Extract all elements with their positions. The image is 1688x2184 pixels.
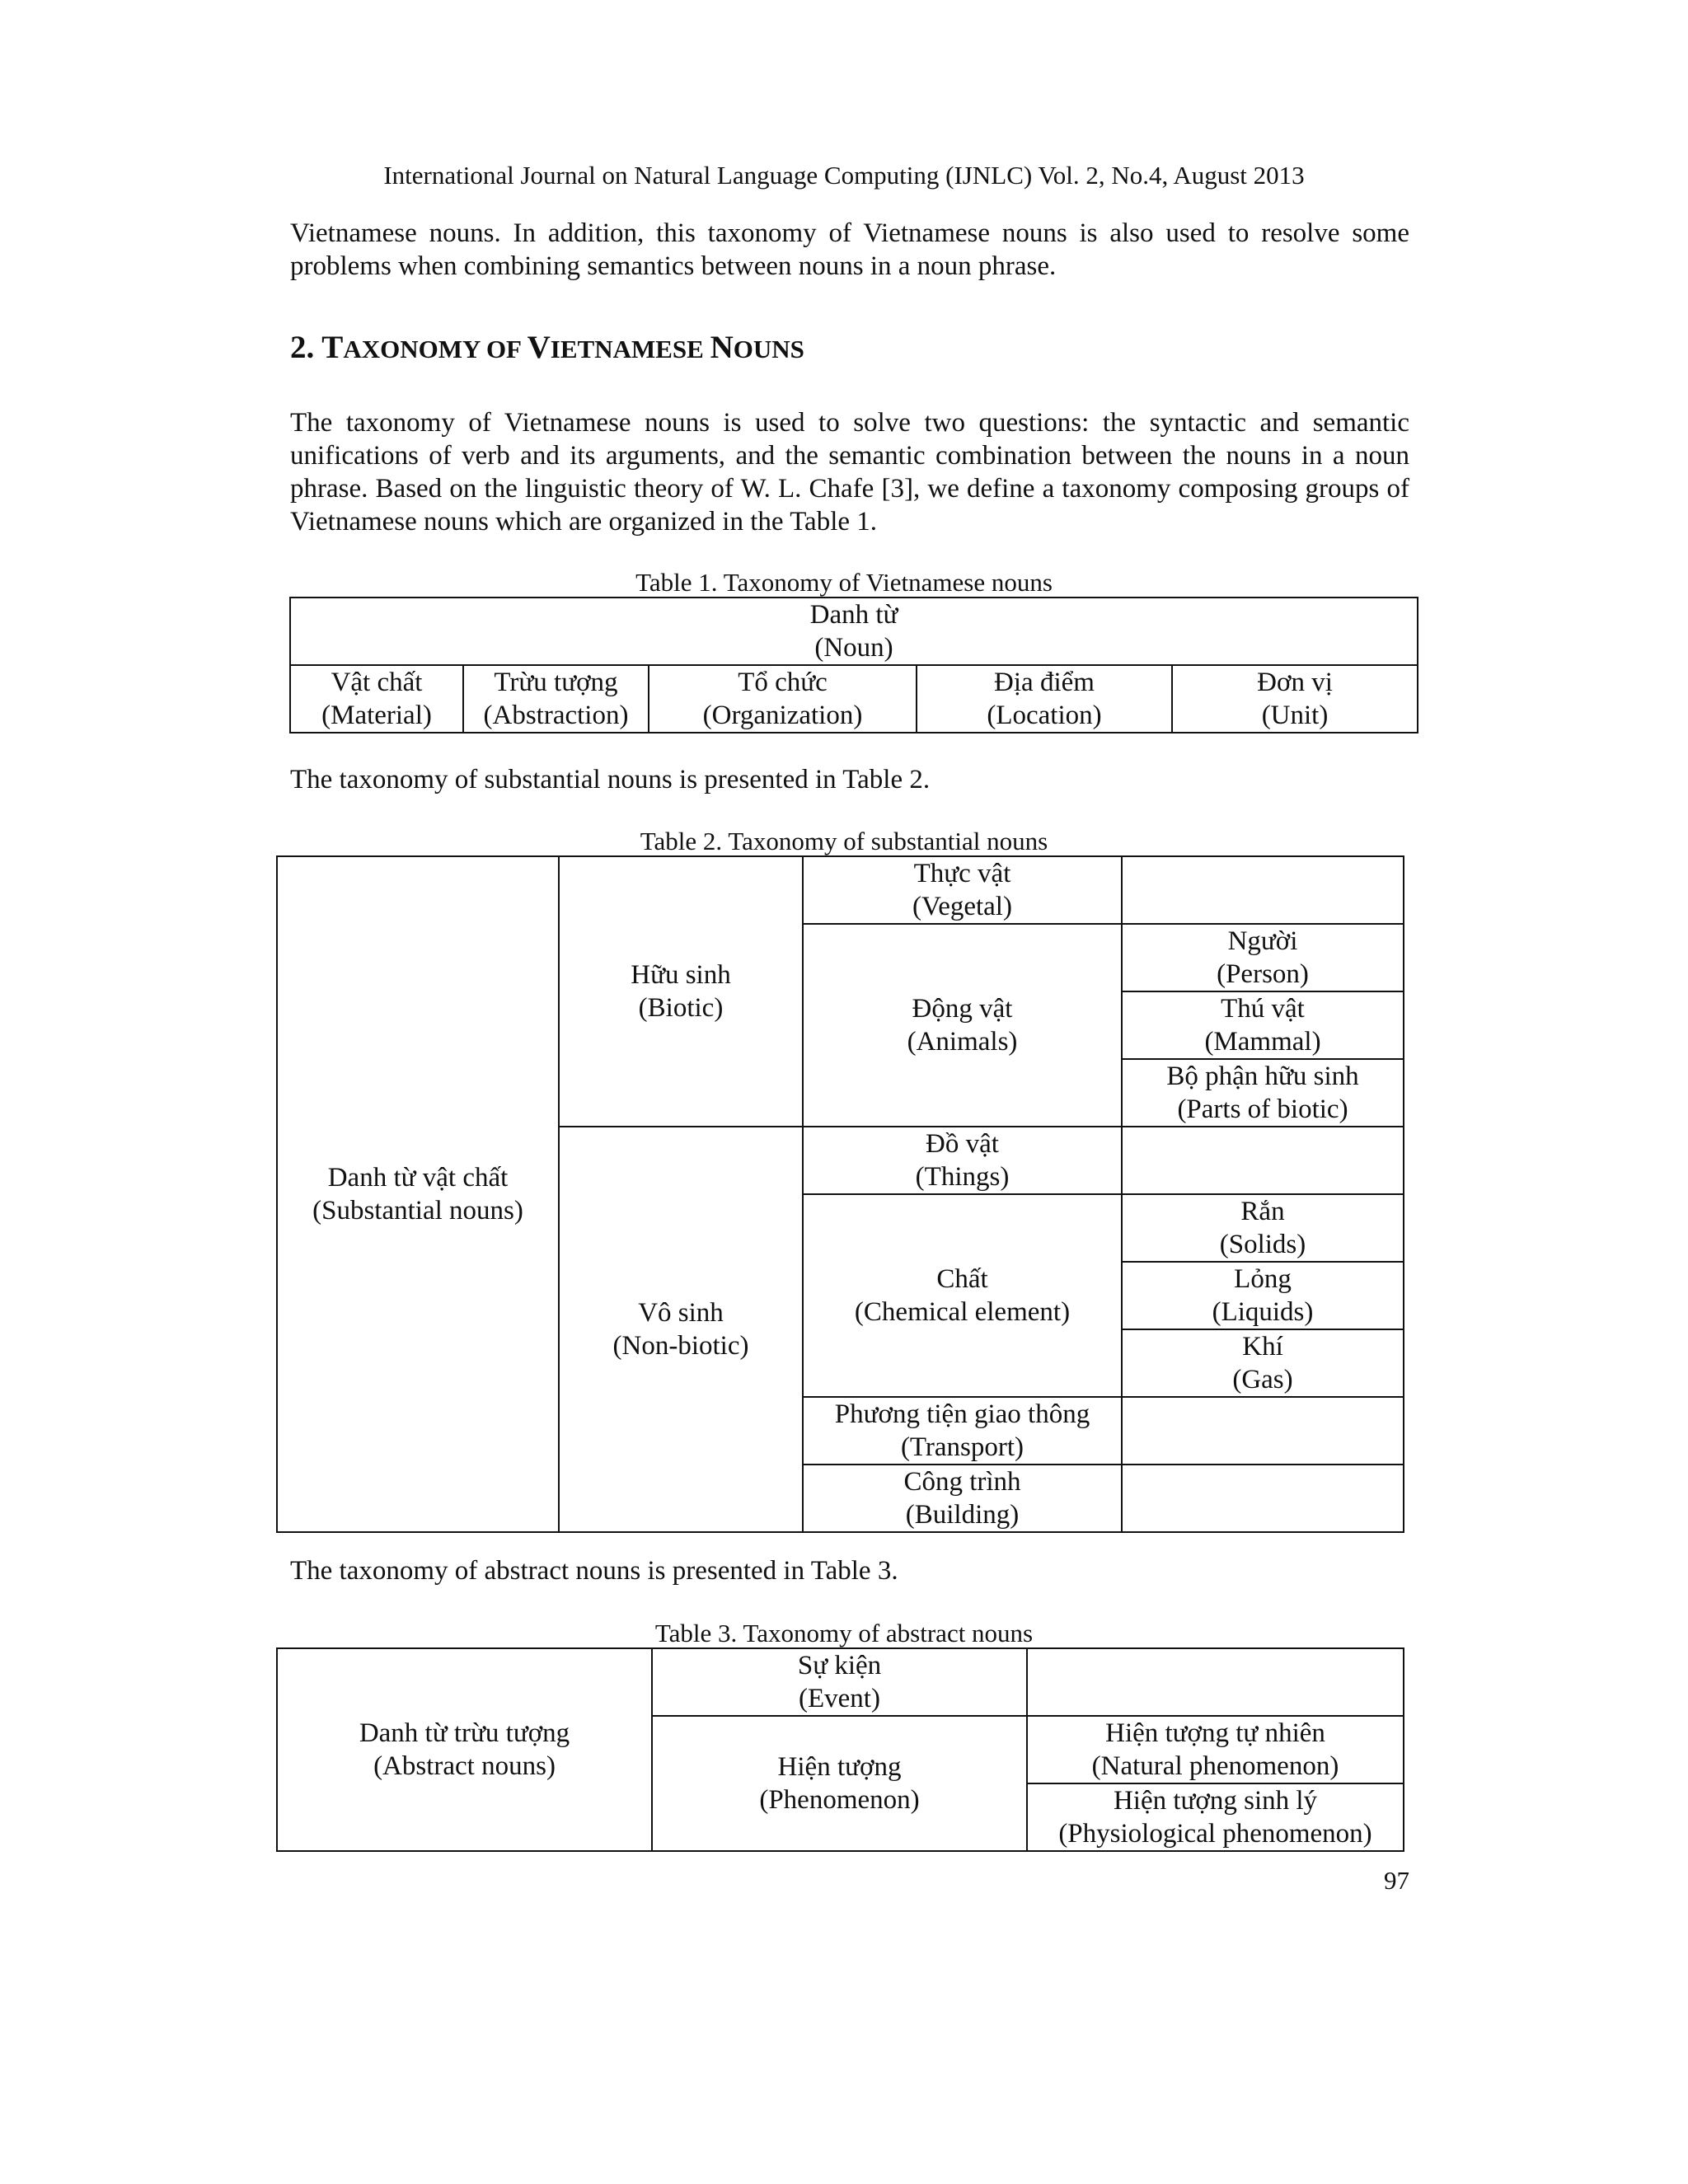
cell-en: (Phenomenon) [759,1785,920,1815]
table3-physiological-cell [1027,1783,1404,1851]
section-title-part: IETNAMESE [550,335,710,363]
table2-biotic-cell [559,856,803,1127]
cell-vi: Bộ phận hữu sinh [1166,1062,1359,1091]
table2-animals-cell [803,924,1122,1127]
cell-en: (Abstract nouns) [373,1751,556,1781]
cell-vi: Trừu tượng [494,668,618,697]
cell-en: (Unit) [1261,701,1329,730]
table2-empty-cell [1122,1465,1404,1532]
table2-transport-cell [803,1397,1122,1465]
cell-vi: Hiện tượng [777,1752,902,1782]
table1-cell-material [290,665,463,733]
table2-caption: Table 2. Taxonomy of substantial nouns [640,827,1048,855]
table1-cell-organization [649,665,917,733]
table1-cell-abstraction [463,665,649,733]
table1-cell-location [917,665,1172,733]
cell-en: (Gas) [1232,1365,1293,1394]
cell-vi: Danh từ vật chất [327,1163,509,1193]
cell-vi: Sự kiện [797,1651,882,1680]
table2-building-cell [803,1465,1122,1532]
cell-vi: Chất [936,1264,988,1294]
table3-intro: The taxonomy of abstract nouns is presented in Table 3. [290,1556,898,1586]
section-number: 2. [290,330,322,365]
table3-natural-cell [1027,1716,1404,1783]
cell-en: (Chemical element) [854,1297,1071,1327]
cell-en: (Natural phenomenon) [1091,1751,1339,1781]
cell-vi: Động vật [912,994,1013,1024]
cell-en: (Things) [915,1162,1010,1192]
table2-empty-cell [1122,1397,1404,1465]
cell-vi: Công trình [903,1467,1021,1497]
table2-solids-cell [1122,1194,1404,1262]
cell-vi: Tổ chức [738,668,828,697]
table3-empty-cell [1027,1648,1404,1716]
table2-person-cell [1122,924,1404,991]
section-title-part: OUNS [733,335,804,363]
table2-nonbiotic-cell [559,1127,803,1532]
cell-en: (Solids) [1219,1230,1306,1259]
table2-vegetal-cell [803,856,1122,924]
cell-vi: Vô sinh [638,1298,724,1328]
cell-vi: Thực vật [913,859,1011,888]
table1 [289,597,1418,733]
cell-en: (Organization) [702,701,863,730]
table2-mammal-cell [1122,991,1404,1059]
cell-en: (Abstraction) [483,701,629,730]
cell-vi: Đồ vật [926,1129,999,1159]
table2-empty-cell [1122,856,1404,924]
cell-en: (Building) [905,1500,1020,1530]
cell-vi: Người [1227,926,1298,956]
section-title-part: T [321,330,344,365]
table2-root-cell [277,856,559,1532]
table2-empty-cell [1122,1127,1404,1194]
table3-caption: Table 3. Taxonomy of abstract nouns [654,1619,1034,1647]
cell-vi: Hiện tượng tự nhiên [1105,1718,1325,1748]
table3 [276,1647,1404,1852]
page-number: 97 [1384,1866,1409,1895]
intro-paragraph: Vietnamese nouns. In addition, this taxonomy of Vietnamese nouns is also used to resolve some problems when combining semantics between nouns in a noun phrase. [290,218,1409,281]
cell-vi: Hữu sinh [631,960,731,990]
section-title-part: AXONOMY OF [343,335,528,363]
cell-en: (Mammal) [1204,1027,1321,1057]
cell-en: (Event) [799,1684,880,1713]
cell-en: (Parts of biotic) [1177,1094,1348,1124]
table3-event-cell [652,1648,1027,1716]
table2-liquids-cell [1122,1262,1404,1329]
cell-vi: Địa điểm [994,668,1095,697]
table3-phenomenon-cell [652,1716,1027,1851]
cell-vi: Khí [1242,1332,1283,1361]
cell-en: (Transport) [900,1432,1025,1462]
cell-en: (Liquids) [1212,1297,1314,1327]
table2-parts-cell [1122,1059,1404,1127]
cell-vi: Hiện tượng sinh lý [1113,1786,1318,1816]
section-title-part: V [527,330,551,365]
cell-vi: Danh từ trừu tượng [359,1718,570,1748]
table2-chemical-cell [803,1194,1122,1397]
cell-vi: Lỏng [1234,1264,1292,1294]
cell-vi: Rắn [1240,1197,1285,1226]
cell-en: (Biotic) [638,993,724,1023]
cell-en: (Material) [321,701,432,730]
cell-en: (Physiological phenomenon) [1058,1819,1372,1849]
cell-en: (Location) [987,701,1102,730]
cell-vi: Đơn vị [1257,668,1333,697]
cell-vi: Thú vật [1221,994,1305,1024]
table1-root-cell [290,598,1418,665]
table3-root-cell [277,1648,652,1851]
cell-en: (Substantial nouns) [312,1196,523,1226]
table2 [276,855,1404,1533]
cell-vi: Vật chất [331,668,423,697]
cell-vi: Phương tiện giao thông [834,1399,1090,1429]
table2-gas-cell [1122,1329,1404,1397]
section-paragraph: The taxonomy of Vietnamese nouns is used to solve two questions: the syntactic and semantic unifications of verb and its arguments, and the semantic combination between the nouns in a noun phrase. Based on the linguistic theory of W. L. Chafe [3], we define a taxonomy composing groups of Vietnamese nouns which are organized in the Table 1. [290,408,1409,537]
running-header: International Journal on Natural Language Computing (IJNLC) Vol. 2, No.4, August 2013 [383,161,1305,190]
cell-en: (Noun) [814,633,893,663]
cell-en: (Person) [1217,959,1309,989]
section-title-part: N [710,330,734,365]
table2-intro: The taxonomy of substantial nouns is presented in Table 2. [290,765,931,794]
cell-en: (Non-biotic) [612,1331,749,1361]
cell-vi: Danh từ [809,600,898,630]
table2-things-cell [803,1127,1122,1194]
cell-en: (Animals) [907,1027,1018,1057]
cell-en: (Vegetal) [912,892,1012,921]
table1-caption: Table 1. Taxonomy of Vietnamese nouns [635,568,1053,597]
table1-cell-unit [1172,665,1418,733]
section-heading [290,328,804,369]
